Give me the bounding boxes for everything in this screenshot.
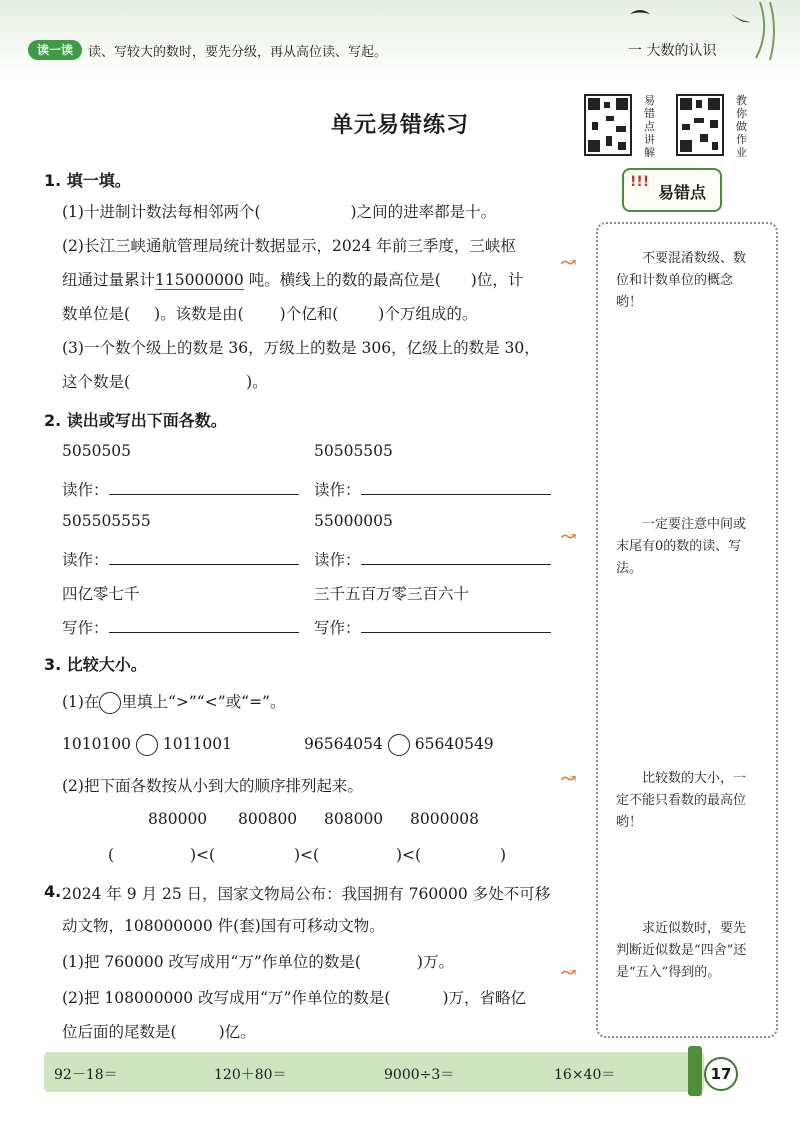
curl-arrow-icon: ↝ [560,250,577,274]
read-label: 读作： [62,551,109,569]
order-blank[interactable]: ) [500,846,507,864]
number-item: 55000005 [314,512,393,530]
oral-calc: 16×40＝ [554,1067,616,1083]
number: 1010100 [62,735,132,753]
number: 96564054 [304,735,383,753]
error-point-tag [622,168,722,212]
qr-label: 教你做作业 [736,94,747,159]
read-label: 读作： [314,481,361,499]
oral-calc: 9000÷3＝ [384,1067,455,1083]
compare-circle[interactable] [388,734,410,756]
answer-line[interactable] [109,616,299,633]
q4-part2-line2 [62,1020,256,1042]
q1-part3-line1: (3)一个数个级上的数是 36，万级上的数是 306，亿级上的数是 30， [62,339,540,357]
text: )。该数是由( [154,305,244,323]
side-note: 比较数的大小，一定不能只看数的最高位哟！ [616,771,747,830]
number-item: 5050505 [62,442,132,460]
q2-title: 2. 读出或写出下面各数。 [44,411,227,430]
curl-arrow-icon: ↝ [560,766,577,790]
page-tab [688,1046,702,1096]
text: )万。 [416,953,454,971]
answer-line[interactable] [109,548,299,565]
oral-calc: 120＋80＝ [214,1067,287,1083]
text: 数单位是( [62,305,131,323]
text: (1)把 760000 改写成用“万”作单位的数是( [62,953,361,971]
text: 这个数是( [62,373,131,391]
q1-part2-line2 [62,268,523,290]
text: )之间的进率都是十。 [350,203,497,221]
number-item: 880000 [148,810,208,828]
number-item: 四亿零七千 [62,585,140,603]
text: )亿。 [218,1023,256,1041]
text: (2)把 108000000 改写成用“万”作单位的数是( [62,989,391,1007]
number-item: 808000 [324,810,384,828]
qr-label: 易错点讲解 [644,94,655,159]
number-item: 505505555 [62,512,151,530]
answer-line[interactable] [361,616,551,633]
chapter-title: 一 大数的认识 [628,43,717,59]
answer-line[interactable] [361,548,551,565]
write-row [314,616,551,638]
text: )个万组成的。 [378,305,478,323]
answer-line[interactable] [361,478,551,495]
q4-part1 [62,950,454,972]
read-row [62,478,299,500]
q4-intro-line1: 2024 年 9 月 25 日，国家文物局公布：我国拥有 760000 多处不可移 [62,885,551,903]
compare-circle[interactable] [136,734,158,756]
q1-part1 [62,200,496,222]
curl-arrow-icon: ↝ [560,524,577,548]
q3-part1 [62,690,285,714]
order-blank[interactable]: )<( [396,846,422,864]
order-blank[interactable]: )<( [294,846,320,864]
text: 位后面的尾数是( [62,1023,177,1041]
text: (1)十进制计数法每相邻两个( [62,203,261,221]
error-point-label: 易错点 [658,183,707,202]
q1-part2-line3 [62,302,477,324]
page-number: 17 [704,1057,738,1091]
curl-arrow-icon: ↝ [560,960,577,984]
text: )。 [246,373,268,391]
order-blank[interactable]: )<( [190,846,216,864]
oral-calc: 92－18＝ [54,1067,118,1083]
side-note: 求近似数时，要先判断近似数是“四舍”还是“五入”得到的。 [616,921,747,980]
side-note: 一定要注意中间或末尾有0的数的读、写法。 [616,517,747,576]
q1-title: 1. 填一填。 [44,171,131,190]
header-tip: 读、写较大的数时，要先分级，再从高位读、写起。 [88,45,388,60]
number: 65640549 [414,735,494,753]
q4-intro-line2: 动文物，108000000 件(套)国有可移动文物。 [62,917,385,935]
q1-part2-line1: (2)长江三峡通航管理局统计数据显示，2024 年前三季度，三峡枢 [62,237,516,255]
write-row [62,616,299,638]
text: 里填上“>”“<”或“=”。 [121,693,286,711]
underlined-number: 115000000 [155,271,244,289]
q3-title: 3. 比较大小。 [44,655,147,674]
number-item: 8000008 [410,810,480,828]
read-badge: 读一读 [28,40,82,60]
read-row [62,548,299,570]
answer-line[interactable] [109,478,299,495]
text: )万，省略亿 [442,989,527,1007]
q4-part2-line1 [62,986,526,1008]
write-label: 写作： [314,619,361,637]
side-note: 不要混淆数级、数位和计数单位的概念哟！ [616,251,747,310]
read-label: 读作： [62,481,109,499]
read-row [314,478,551,500]
qr-code-icon[interactable] [584,94,632,156]
number-item: 50505505 [314,442,393,460]
text: 吨。横线上的数的最高位是( [243,271,441,289]
number-item: 800800 [238,810,298,828]
order-blank[interactable]: ( [108,846,115,864]
read-label: 读作： [314,551,361,569]
page-title: 单元易错练习 [330,113,469,138]
number-item: 三千五百万零三百六十 [314,585,470,603]
compare-row [304,734,494,756]
text: 纽通过量累计 [62,271,156,289]
compare-circle[interactable] [99,692,121,714]
read-row [314,548,551,570]
text: )位，计 [470,271,524,289]
q4-title: 4. [44,882,62,901]
notes-box [596,222,778,1038]
alert-icon: !!! [630,174,650,190]
qr-code-icon[interactable] [676,94,724,156]
number: 1011001 [162,735,232,753]
text: (1)在 [62,693,100,711]
write-label: 写作： [62,619,109,637]
compare-row [62,734,232,756]
text: )个亿和( [279,305,339,323]
q3-part2: (2)把下面各数按从小到大的顺序排列起来。 [62,777,363,795]
q1-part3-line2 [62,370,268,392]
